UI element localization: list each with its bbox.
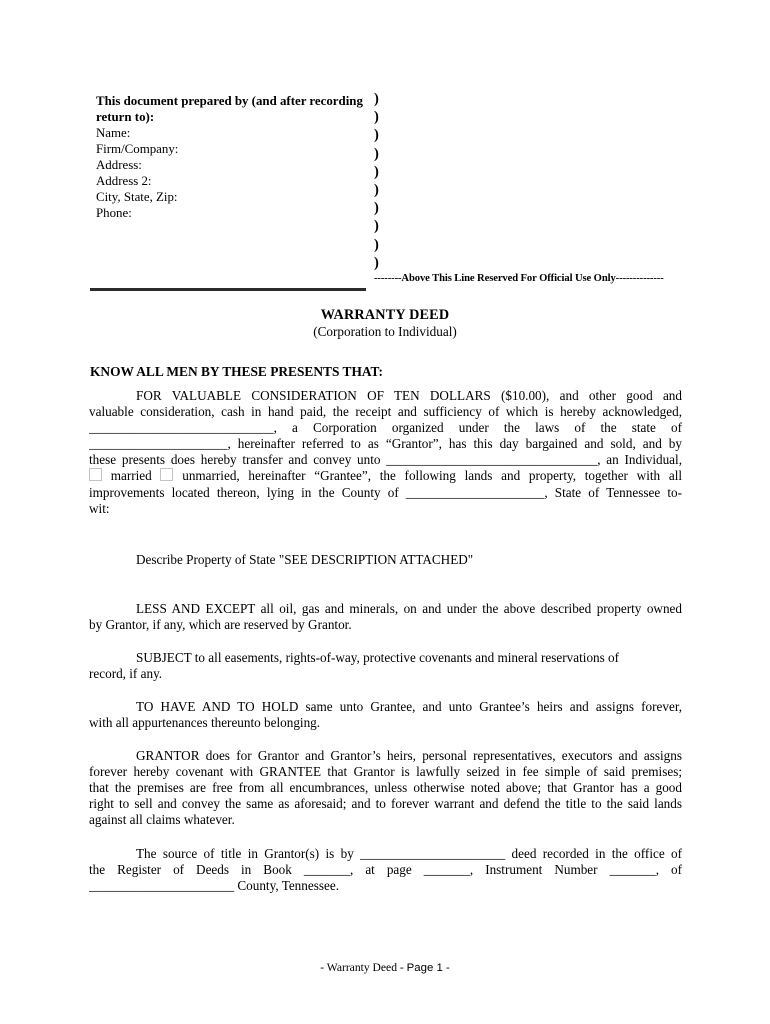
covenant-line-1: GRANTOR does for Grantor and Grantor’s heirs, personal representatives, executors and assigns: [136, 748, 682, 763]
paren-mark: ): [374, 109, 379, 126]
parenthesis-column: [374, 90, 379, 272]
consideration-line-2: valuable consideration, cash in hand paid, the receipt and sufficiency of which is hereby acknowledged,: [89, 404, 682, 420]
grantor-covenant-paragraph: [89, 748, 682, 828]
consideration-line-1: FOR VALUABLE CONSIDERATION OF TEN DOLLARS ($10.00), and other good and: [136, 388, 682, 403]
married-checkbox[interactable]: [89, 468, 102, 481]
covenant-line-4: right to sell and convey the same as aforesaid; and to forever warrant and defend the title to the said lands: [89, 796, 682, 812]
grantee-name-line: these presents does hereby transfer and convey unto ________________________________, an Individual,: [89, 452, 682, 468]
address2-field-label: Address 2:: [96, 174, 152, 188]
corporation-name-line: ____________________________, a Corporation organized under the laws of the state of: [89, 420, 682, 436]
covenant-line-2: forever hereby covenant with GRANTEE that Grantor is lawfully seized in fee simple of said premises;: [89, 764, 682, 780]
subject-line-2: record, if any.: [89, 666, 163, 682]
document-title: WARRANTY DEED: [320, 307, 450, 323]
covenant-line-5: against all claims whatever.: [89, 812, 235, 828]
to-wit-line: wit:: [89, 500, 110, 516]
footer-document-name: - Warranty Deed -: [320, 961, 407, 974]
paren-mark: ): [374, 236, 379, 253]
covenant-line-3: that the premises are free from all encumbrances, unless otherwise noted above; that Grantor has a good: [89, 780, 682, 796]
paren-mark: ): [374, 127, 379, 144]
unmarried-checkbox[interactable]: [160, 468, 173, 481]
paren-mark: ): [374, 145, 379, 162]
document-subtitle: (Corporation to Individual): [313, 324, 457, 339]
to-have-line-1: TO HAVE AND TO HOLD same unto Grantee, and unto Grantee’s heirs and assigns forever,: [136, 699, 682, 714]
less-except-line-2: by Grantor, if any, which are reserved by Grantor.: [89, 617, 352, 633]
paren-mark: ): [374, 182, 379, 199]
property-description-section: [89, 552, 682, 568]
county-line: improvements located thereon, lying in the County of _____________________, State of Tennessee to-: [89, 484, 682, 500]
marital-status-line: [89, 468, 682, 484]
less-except-line-1: LESS AND EXCEPT all oil, gas and minerals, on and under the above described property owned: [136, 601, 682, 616]
phone-field-label: Phone:: [96, 206, 132, 220]
source-of-title-paragraph: [89, 846, 682, 894]
source-title-line-2: the Register of Deeds in Book _______, at page _______, Instrument Number _______, of: [89, 862, 682, 878]
paren-mark: ): [374, 218, 379, 235]
subject-line-1: SUBJECT to all easements, rights-of-way, protective covenants and mineral reservations of: [136, 650, 620, 665]
prepared-by-block: [96, 93, 376, 221]
unmarried-text: unmarried, hereinafter “Grantee”, the following lands and property, together with all: [182, 468, 682, 484]
paren-mark: ): [374, 163, 379, 180]
state-of-incorporation-line: _____________________, hereinafter referred to as “Grantor”, has this day bargained and sold, and by: [89, 436, 682, 452]
address-field-label: Address:: [96, 158, 142, 172]
prepared-by-title-line2: return to):: [96, 110, 155, 124]
source-title-line-1: The source of title in Grantor(s) is by ______________________ deed recorded in the office of: [136, 846, 682, 861]
subject-to-paragraph: [89, 650, 682, 682]
firm-company-field-label: Firm/Company:: [96, 142, 179, 156]
city-state-zip-field-label: City, State, Zip:: [96, 190, 178, 204]
opening-declaration: KNOW ALL MEN BY THESE PRESENTS THAT:: [90, 364, 383, 379]
habendum-paragraph: [89, 699, 682, 731]
official-use-only-note: --------Above This Line Reserved For Official Use Only--------------: [374, 273, 664, 284]
page-footer: [0, 961, 770, 974]
less-and-except-paragraph: [89, 601, 682, 633]
source-title-line-3: ______________________ County, Tennessee.: [89, 878, 339, 894]
signature-separator-line: [90, 288, 366, 291]
consideration-paragraph: [89, 388, 682, 517]
married-label: married: [110, 468, 152, 484]
footer-page-number: Page 1 -: [406, 962, 450, 974]
describe-property-line: Describe Property of State "SEE DESCRIPTION ATTACHED": [136, 552, 474, 567]
paren-mark: ): [374, 91, 379, 107]
prepared-by-title-line1: This document prepared by (and after recording: [96, 94, 363, 108]
to-have-line-2: with all appurtenances thereunto belonging.: [89, 715, 321, 731]
paren-mark: ): [374, 254, 379, 271]
paren-mark: ): [374, 200, 379, 217]
name-field-label: Name:: [96, 126, 131, 140]
